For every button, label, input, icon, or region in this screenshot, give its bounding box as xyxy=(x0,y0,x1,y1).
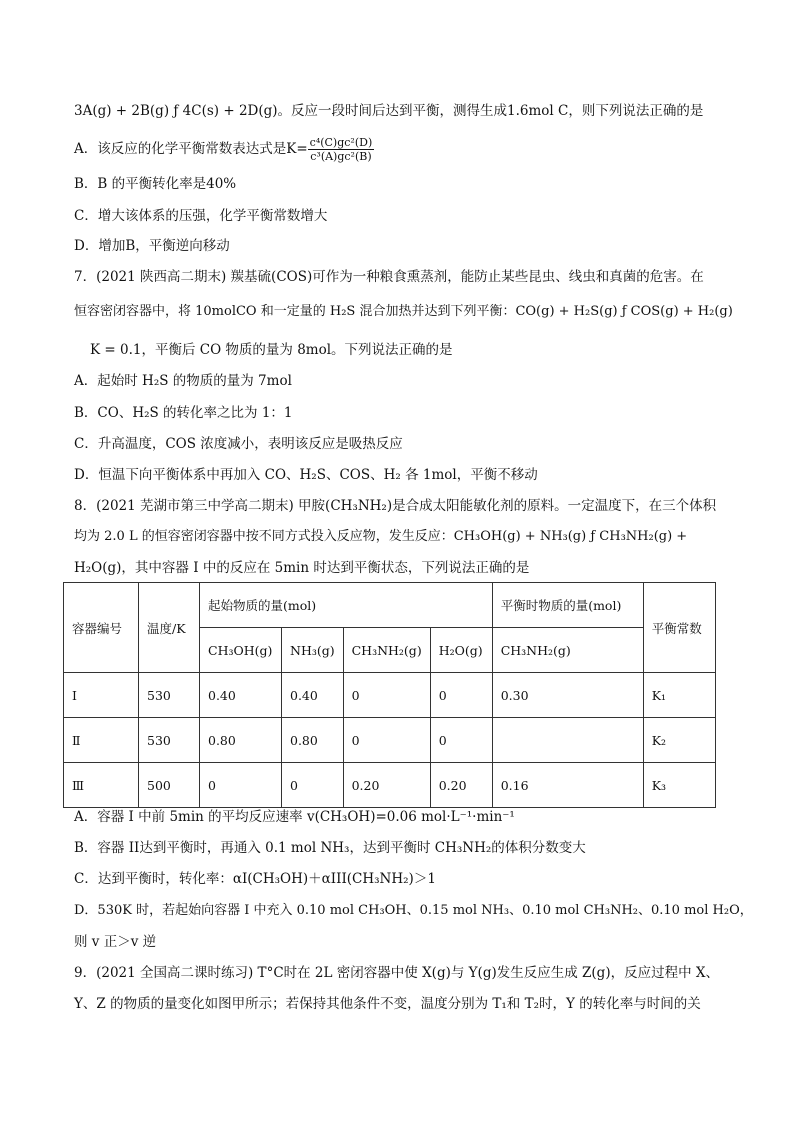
q8-option-c: C．达到平衡时，转化率：αI(CH₃OH)＋αIII(CH₃NH₂)＞1 xyxy=(74,871,436,887)
q7-stem-line3: K = 0.1，平衡后 CO 物质的量为 8mol。下列说法正确的是 xyxy=(90,342,453,358)
q7-option-b: B．CO、H₂S 的转化率之比为 1：1 xyxy=(74,405,293,421)
q6-stem: 3A(g) + 2B(g) ƒ 4C(s) + 2D(g)。反应一段时间后达到平衡，测得生成1.6mol C，则下列说法正确的是 xyxy=(74,103,704,119)
q6-option-b: B．B 的平衡转化率是40% xyxy=(74,176,237,192)
q7-stem-line2: 恒容密闭容器中，将 10molCO 和一定量的 H₂S 混合加热并达到下列平衡：CO(g) + H₂S(g) ƒ COS(g) + H₂(g) xyxy=(74,304,733,319)
table-cell: 530 xyxy=(139,718,200,763)
q8-stem-line2: 均为 2.0 L 的恒容密闭容器中按不同方式投入反应物，发生反应：CH₃OH(g) + NH₃(g) ƒ CH₃NH₂(g) + xyxy=(74,529,688,544)
table-cell: 0 xyxy=(430,673,492,718)
table-cell: 0.80 xyxy=(200,718,282,763)
fraction-denominator: c³(A)gc²(B) xyxy=(310,150,372,163)
table-cell: 0.80 xyxy=(282,718,344,763)
subheader-cell: CH₃NH₂(g) xyxy=(343,628,430,673)
table-cell: 0 xyxy=(200,763,282,808)
q9-stem-line2: Y、Z 的物质的量变化如图甲所示；若保持其他条件不变，温度分别为 T₁和 T₂时，Y 的转化率与时间的关 xyxy=(74,996,701,1012)
q6-option-d: D．增加B，平衡逆向移动 xyxy=(74,238,230,254)
table-cell: Ⅰ xyxy=(64,673,139,718)
table-row xyxy=(64,763,716,808)
table-cell: 0.20 xyxy=(343,763,430,808)
data-table xyxy=(63,582,716,808)
table-cell: 530 xyxy=(139,673,200,718)
table-cell: 0.30 xyxy=(492,673,643,718)
subheader-cell: CH₃NH₂(g) xyxy=(492,628,643,673)
table-cell: 500 xyxy=(139,763,200,808)
q8-stem-line1: 8．(2021 芜湖市第三中学高二期末) 甲胺(CH₃NH₂)是合成太阳能敏化剂的原料。一定温度下，在三个体积 xyxy=(74,498,717,514)
q7-option-d: D．恒温下向平衡体系中再加入 CO、H₂S、COS、H₂ 各 1mol，平衡不移动 xyxy=(74,467,538,483)
table-header-row xyxy=(64,583,716,628)
header-initial-amount: 起始物质的量(mol) xyxy=(200,583,493,628)
table-cell: Ⅲ xyxy=(64,763,139,808)
header-container-id: 容器编号 xyxy=(64,583,139,673)
table-cell: Ⅱ xyxy=(64,718,139,763)
table-row xyxy=(64,673,716,718)
table-cell: K₃ xyxy=(643,763,715,808)
table-cell: 0.40 xyxy=(282,673,344,718)
q6-option-a xyxy=(74,136,374,163)
table-cell: 0 xyxy=(282,763,344,808)
header-equilibrium-amount: 平衡时物质的量(mol) xyxy=(492,583,643,628)
table-cell: 0 xyxy=(343,673,430,718)
table-cell: 0 xyxy=(343,718,430,763)
q8-stem-line3: H₂O(g)，其中容器 I 中的反应在 5min 时达到平衡状态，下列说法正确的是 xyxy=(74,560,530,576)
q9-stem-line1: 9．(2021 全国高二课时练习) T°C时在 2L 密闭容器中使 X(g)与 Y(g)发生反应生成 Z(g)，反应过程中 X、 xyxy=(74,965,719,981)
table-row xyxy=(64,718,716,763)
fraction-numerator: c⁴(C)gc²(D) xyxy=(309,136,373,149)
header-temperature: 温度/K xyxy=(139,583,200,673)
q7-option-a: A．起始时 H₂S 的物质的量为 7mol xyxy=(74,373,292,389)
table-cell: K₂ xyxy=(643,718,715,763)
table-cell: 0.40 xyxy=(200,673,282,718)
table-cell: 0 xyxy=(430,718,492,763)
q8-option-d-line1: D．530K 时，若起始向容器 I 中充入 0.10 mol CH₃OH、0.15 mol NH₃、0.10 mol CH₃NH₂、0.10 mol H₂O， xyxy=(74,903,753,918)
table-cell: K₁ xyxy=(643,673,715,718)
q7-option-c: C．升高温度，COS 浓度减小，表明该反应是吸热反应 xyxy=(74,436,403,452)
equilibrium-constant-fraction xyxy=(308,136,375,163)
q8-option-b: B．容器 II达到平衡时，再通入 0.1 mol NH₃，达到平衡时 CH₃NH₂的体积分数变大 xyxy=(74,840,586,856)
table-cell: 0.16 xyxy=(492,763,643,808)
subheader-cell: CH₃OH(g) xyxy=(200,628,282,673)
q6-option-c: C．增大该体系的压强，化学平衡常数增大 xyxy=(74,208,328,224)
table-cell xyxy=(492,718,643,763)
header-equilibrium-constant: 平衡常数 xyxy=(643,583,715,673)
q7-stem-line1: 7．(2021 陕西高二期末) 羰基硫(COS)可作为一种粮食熏蒸剂，能防止某些昆虫、线虫和真菌的危害。在 xyxy=(74,269,704,285)
subheader-cell: H₂O(g) xyxy=(430,628,492,673)
subheader-cell: NH₃(g) xyxy=(282,628,344,673)
table-cell: 0.20 xyxy=(430,763,492,808)
q8-option-d-line2: 则 v 正＞v 逆 xyxy=(74,934,157,950)
q8-option-a: A．容器 I 中前 5min 的平均反应速率 v(CH₃OH)=0.06 mol·L⁻¹·min⁻¹ xyxy=(74,809,515,825)
q6-option-a-text: A．该反应的化学平衡常数表达式是K= xyxy=(74,141,308,157)
